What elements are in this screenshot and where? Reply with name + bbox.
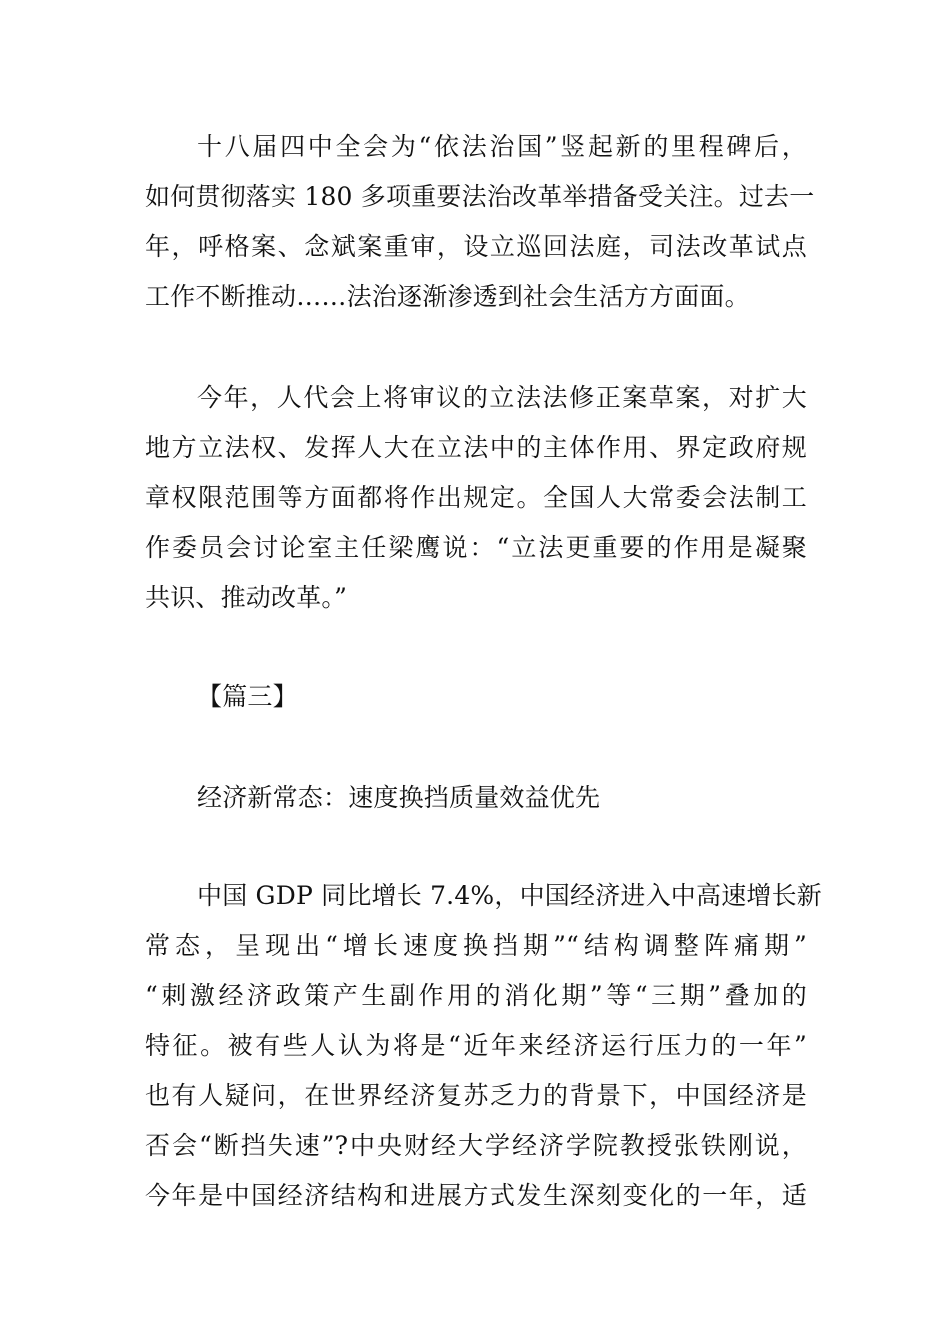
text-line: 作委员会讨论室主任梁鹰说：“立法更重要的作用是凝聚	[145, 533, 807, 562]
paragraph-legislation	[145, 373, 807, 623]
text-line: 年，呼格案、念斌案重审，设立巡回法庭，司法改革试点	[145, 232, 807, 261]
text-line: 中国 GDP 同比增长 7.4%，中国经济进入中高速增长新	[197, 881, 822, 910]
article-title-text: 经济新常态：速度换挡质量效益优先	[197, 783, 601, 812]
paragraph-economy	[145, 871, 822, 1221]
text-line: 章权限范围等方面都将作出规定。全国人大常委会法制工	[145, 483, 807, 512]
text-line: 地方立法权、发挥人大在立法中的主体作用、界定政府规	[145, 433, 807, 462]
text-line: 今年是中国经济结构和进展方式发生深刻变化的一年，适	[145, 1181, 807, 1210]
text-line: “刺激经济政策产生副作用的消化期”等“三期”叠加的	[145, 981, 807, 1010]
section-heading	[145, 672, 807, 722]
section-heading-text: 【篇三】	[197, 682, 298, 711]
text-line: 十八届四中全会为“依法治国”竖起新的里程碑后，	[197, 132, 807, 161]
article-title	[145, 773, 807, 823]
text-line: 也有人疑问，在世界经济复苏乏力的背景下，中国经济是	[145, 1081, 807, 1110]
text-line: 如何贯彻落实 180 多项重要法治改革举措备受关注。过去一	[145, 182, 815, 211]
text-line: 共识、推动改革。”	[145, 583, 348, 612]
text-line: 常态，呈现出“增长速度换挡期”“结构调整阵痛期”	[145, 931, 807, 960]
text-line: 今年，人代会上将审议的立法法修正案草案，对扩大	[197, 383, 807, 412]
text-line: 工作不断推动……法治逐渐渗透到社会生活方方面面。	[145, 282, 750, 311]
text-line: 否会“断挡失速”?中央财经大学经济学院教授张铁刚说，	[145, 1131, 807, 1160]
text-line: 特征。被有些人认为将是“近年来经济运行压力的一年”	[145, 1031, 807, 1060]
paragraph-rule-of-law	[145, 122, 815, 322]
